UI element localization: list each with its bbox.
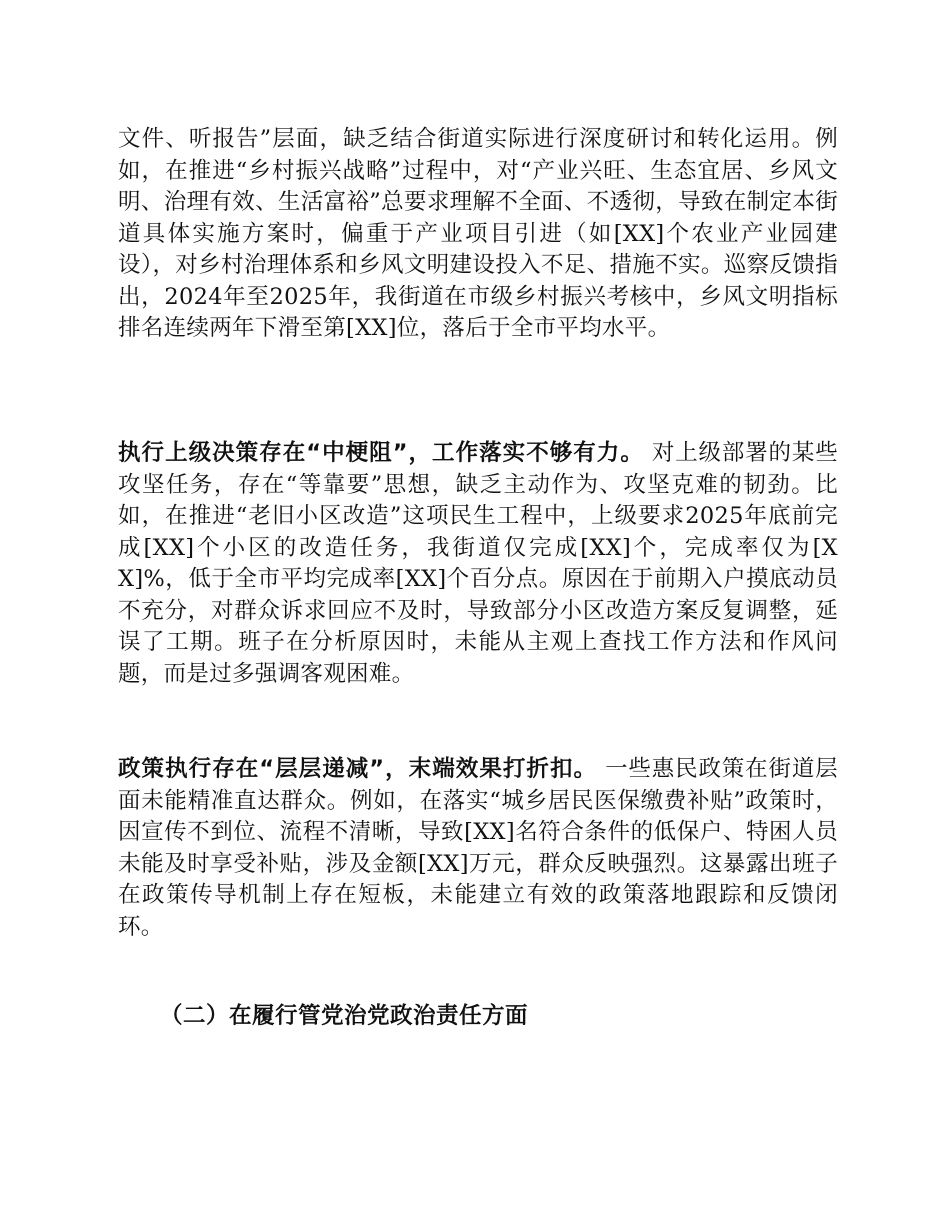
paragraph-text: 对上级部署的某些攻坚任务，存在“等靠要”思想，缺乏主动作为、攻坚克难的韧劲。比如，在推进“老旧小区改造”这项民生工程中，上级要求2025年底前完成[XX]个小区的改造任务，我街道仅完成[XX]个，完成率仅为[XX]%，低于全市平均完成率[XX]个百分点。原因在于前期入户摸底动员不充分，对群众诉求回应不及时，导致部分小区改造方案反复调整，延误了工期。班子在分析原因时，未能从主观上查找工作方法和作风问题，而是过多强调客观困难。 [118,440,839,687]
paragraph-policy [118,754,838,943]
paragraph-text: 一些惠民政策在街道层面未能精准直达群众。例如，在落实“城乡居民医保缴费补贴”政策时，因宣传不到位、流程不清晰，导致[XX]名符合条件的低保户、特困人员未能及时享受补贴，涉及金额[XX]万元，群众反映强烈。这暴露出班子在政策传导机制上存在短板，未能建立有效的政策落地跟踪和反馈闭环。 [118,756,838,940]
paragraph-lead: 政策执行存在“层层递减”，末端效果打折扣。 [118,756,598,782]
section-heading: （二）在履行管党治党政治责任方面 [160,1003,529,1029]
paragraph-execution [118,438,838,690]
paragraph-lead: 执行上级决策存在“中梗阻”，工作落实不够有力。 [118,440,644,466]
paragraph-text: 文件、听报告”层面，缺乏结合街道实际进行深度研讨和转化运用。例如，在推进“乡村振兴战略”过程中，对“产业兴旺、生态宜居、乡风文明、治理有效、生活富裕”总要求理解不全面、不透彻，导致在制定本街道具体实施方案时，偏重于产业项目引进（如[XX]个农业产业园建设），对乡村治理体系和乡风文明建设投入不足、措施不实。巡察反馈指出，2024年至2025年，我街道在市级乡村振兴考核中，乡风文明指标排名连续两年下滑至第[XX]位，落后于全市平均水平。 [118,126,838,341]
paragraph-continued [118,124,838,345]
